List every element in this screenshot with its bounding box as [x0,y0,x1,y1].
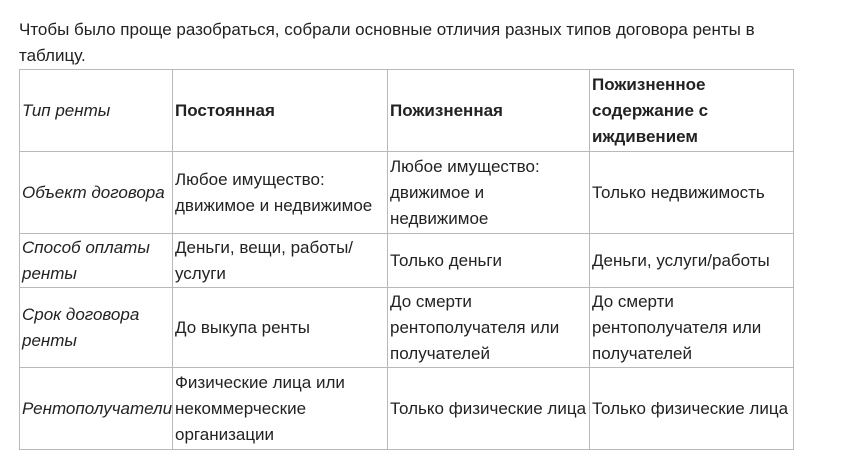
header-cell-lifelong-maintenance: Пожизненное содержание с иждивением [590,70,794,152]
row-label-cell: Срок договора ренты [20,288,173,368]
table-cell: До смерти рентополучателя или получателей [590,288,794,368]
table-row [20,368,794,450]
row-label-cell: Рентополучатели [20,368,173,450]
row-label-cell: Объект договора [20,152,173,234]
table-cell: Любое имущество: движимое и недвижимое [173,152,388,234]
rent-types-table [19,69,794,450]
table-header-row [20,70,794,152]
intro-paragraph: Чтобы было проще разобраться, собрали основные отличия разных типов договора ренты в таблицу. [19,20,755,65]
table-row [20,288,794,368]
table-cell: До выкупа ренты [173,288,388,368]
table-cell: Любое имущество: движимое и недвижимое [388,152,590,234]
row-label-cell: Способ оплаты ренты [20,234,173,288]
header-cell-permanent: Постоянная [173,70,388,152]
table-cell: Только недвижимость [590,152,794,234]
table-row [20,234,794,288]
table-cell: Только физические лица [388,368,590,450]
header-cell-lifelong: Пожизненная [388,70,590,152]
table-row [20,152,794,234]
table-cell: До смерти рентополучателя или получателей [388,288,590,368]
table-cell: Деньги, вещи, работы/услуги [173,234,388,288]
table-cell: Физические лица или некоммерческие организации [173,368,388,450]
header-corner-cell: Тип ренты [20,70,173,152]
table-cell: Только деньги [388,234,590,288]
table-cell: Только физические лица [590,368,794,450]
table-cell: Деньги, услуги/работы [590,234,794,288]
